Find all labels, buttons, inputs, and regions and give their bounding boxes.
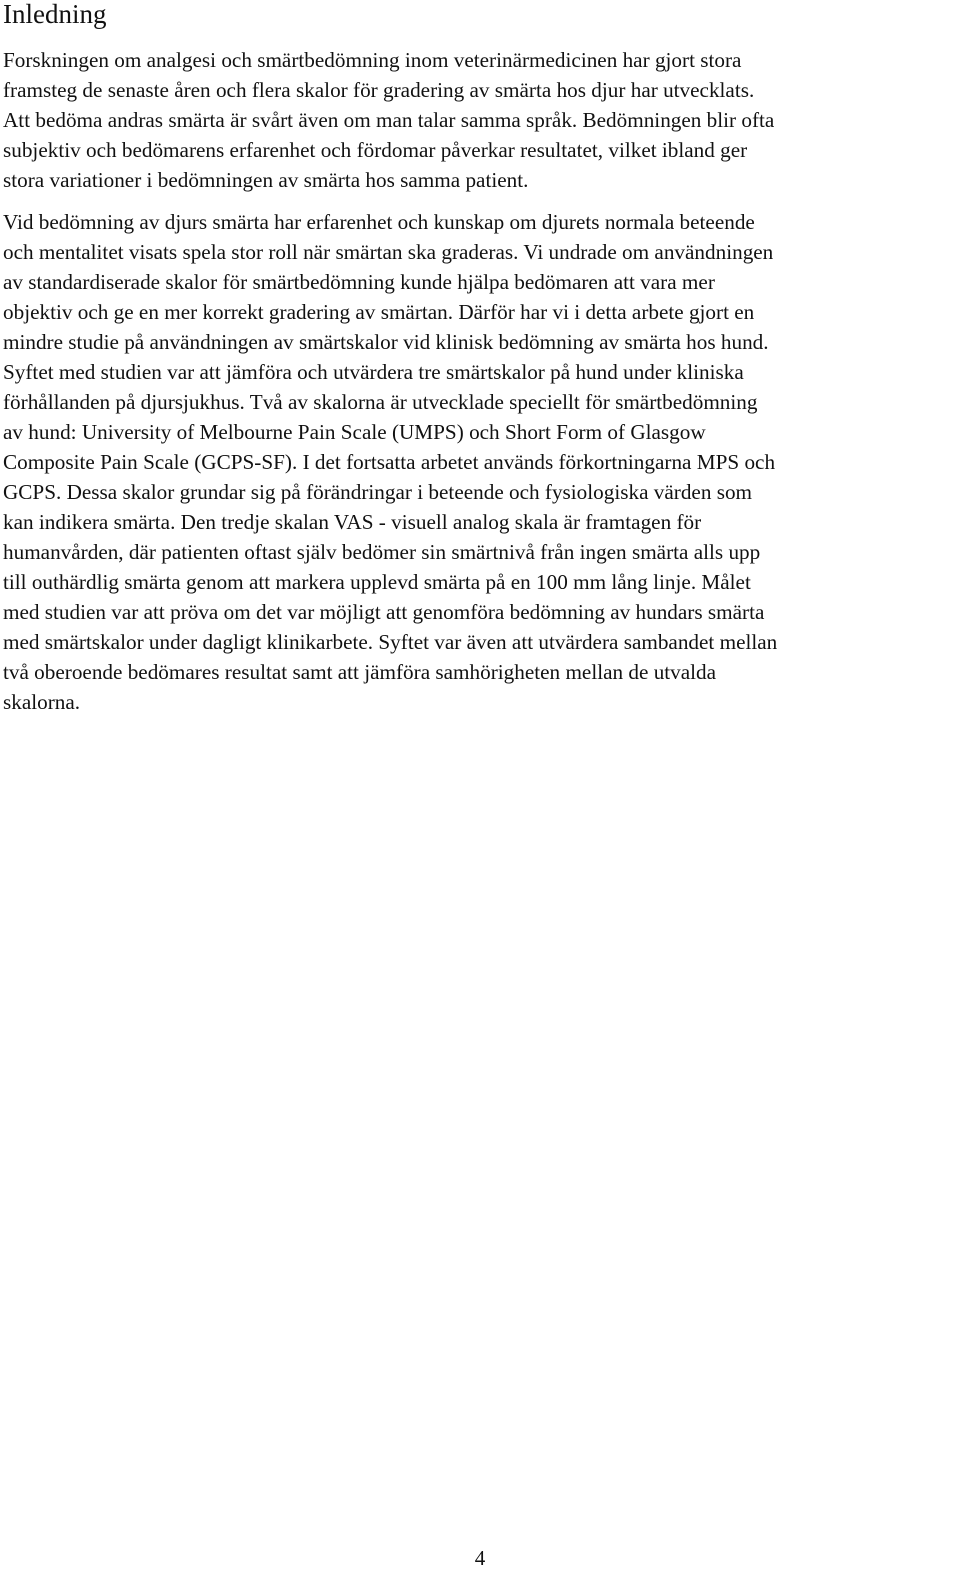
text-line: av hund: University of Melbourne Pain Scale (UMPS) och Short Form of Glasgow bbox=[3, 420, 706, 444]
text-line: framsteg de senaste åren och flera skalor för gradering av smärta hos djur har utvecklats. bbox=[3, 78, 755, 102]
text-line: Att bedöma andras smärta är svårt även om man talar samma språk. Bedömningen blir ofta bbox=[3, 108, 775, 132]
text-line: mindre studie på användningen av smärtskalor vid klinisk bedömning av smärta hos hund. bbox=[3, 330, 769, 354]
text-line: kan indikera smärta. Den tredje skalan VAS - visuell analog skala är framtagen för bbox=[3, 510, 702, 534]
text-line: förhållanden på djursjukhus. Två av skalorna är utvecklade speciellt för smärtbedömning bbox=[3, 390, 758, 414]
text-line: Composite Pain Scale (GCPS-SF). I det fortsatta arbetet används förkortningarna MPS och bbox=[3, 450, 776, 474]
text-line: Forskningen om analgesi och smärtbedömning inom veterinärmedicinen har gjort stora bbox=[3, 48, 742, 72]
text-line: och mentalitet visats spela stor roll när smärtan ska graderas. Vi undrade om användningen bbox=[3, 240, 774, 264]
text-line: GCPS. Dessa skalor grundar sig på förändringar i beteende och fysiologiska värden som bbox=[3, 480, 753, 504]
text-line: stora variationer i bedömningen av smärta hos samma patient. bbox=[3, 168, 529, 192]
text-line: subjektiv och bedömarens erfarenhet och fördomar påverkar resultatet, vilket ibland ger bbox=[3, 138, 748, 162]
text-line: två oberoende bedömares resultat samt att jämföra samhörigheten mellan de utvalda bbox=[3, 660, 717, 684]
text-line: med studien var att pröva om det var möjligt att genomföra bedömning av hundars smärta bbox=[3, 600, 765, 624]
text-line: till outhärdlig smärta genom att markera upplevd smärta på en 100 mm lång linje. Målet bbox=[3, 570, 751, 594]
text-line: Syftet med studien var att jämföra och utvärdera tre smärtskalor på hund under kliniska bbox=[3, 360, 744, 384]
text-line: Vid bedömning av djurs smärta har erfarenhet och kunskap om djurets normala beteende bbox=[3, 210, 755, 234]
text-line: humanvården, där patienten oftast själv bedömer sin smärtnivå från ingen smärta alls upp bbox=[3, 540, 761, 564]
text-line: objektiv och ge en mer korrekt gradering av smärtan. Därför har vi i detta arbete gjort en bbox=[3, 300, 755, 324]
section-heading: Inledning bbox=[3, 0, 107, 29]
text-line: skalorna. bbox=[3, 690, 81, 714]
page-number: 4 bbox=[474, 1546, 486, 1570]
document-page bbox=[3, 0, 955, 717]
paragraph-1 bbox=[3, 45, 955, 195]
text-line: av standardiserade skalor för smärtbedömning kunde hjälpa bedömaren att vara mer bbox=[3, 270, 715, 294]
paragraph-2 bbox=[3, 207, 955, 717]
text-line: med smärtskalor under dagligt klinikarbete. Syftet var även att utvärdera sambandet mellan bbox=[3, 630, 778, 654]
